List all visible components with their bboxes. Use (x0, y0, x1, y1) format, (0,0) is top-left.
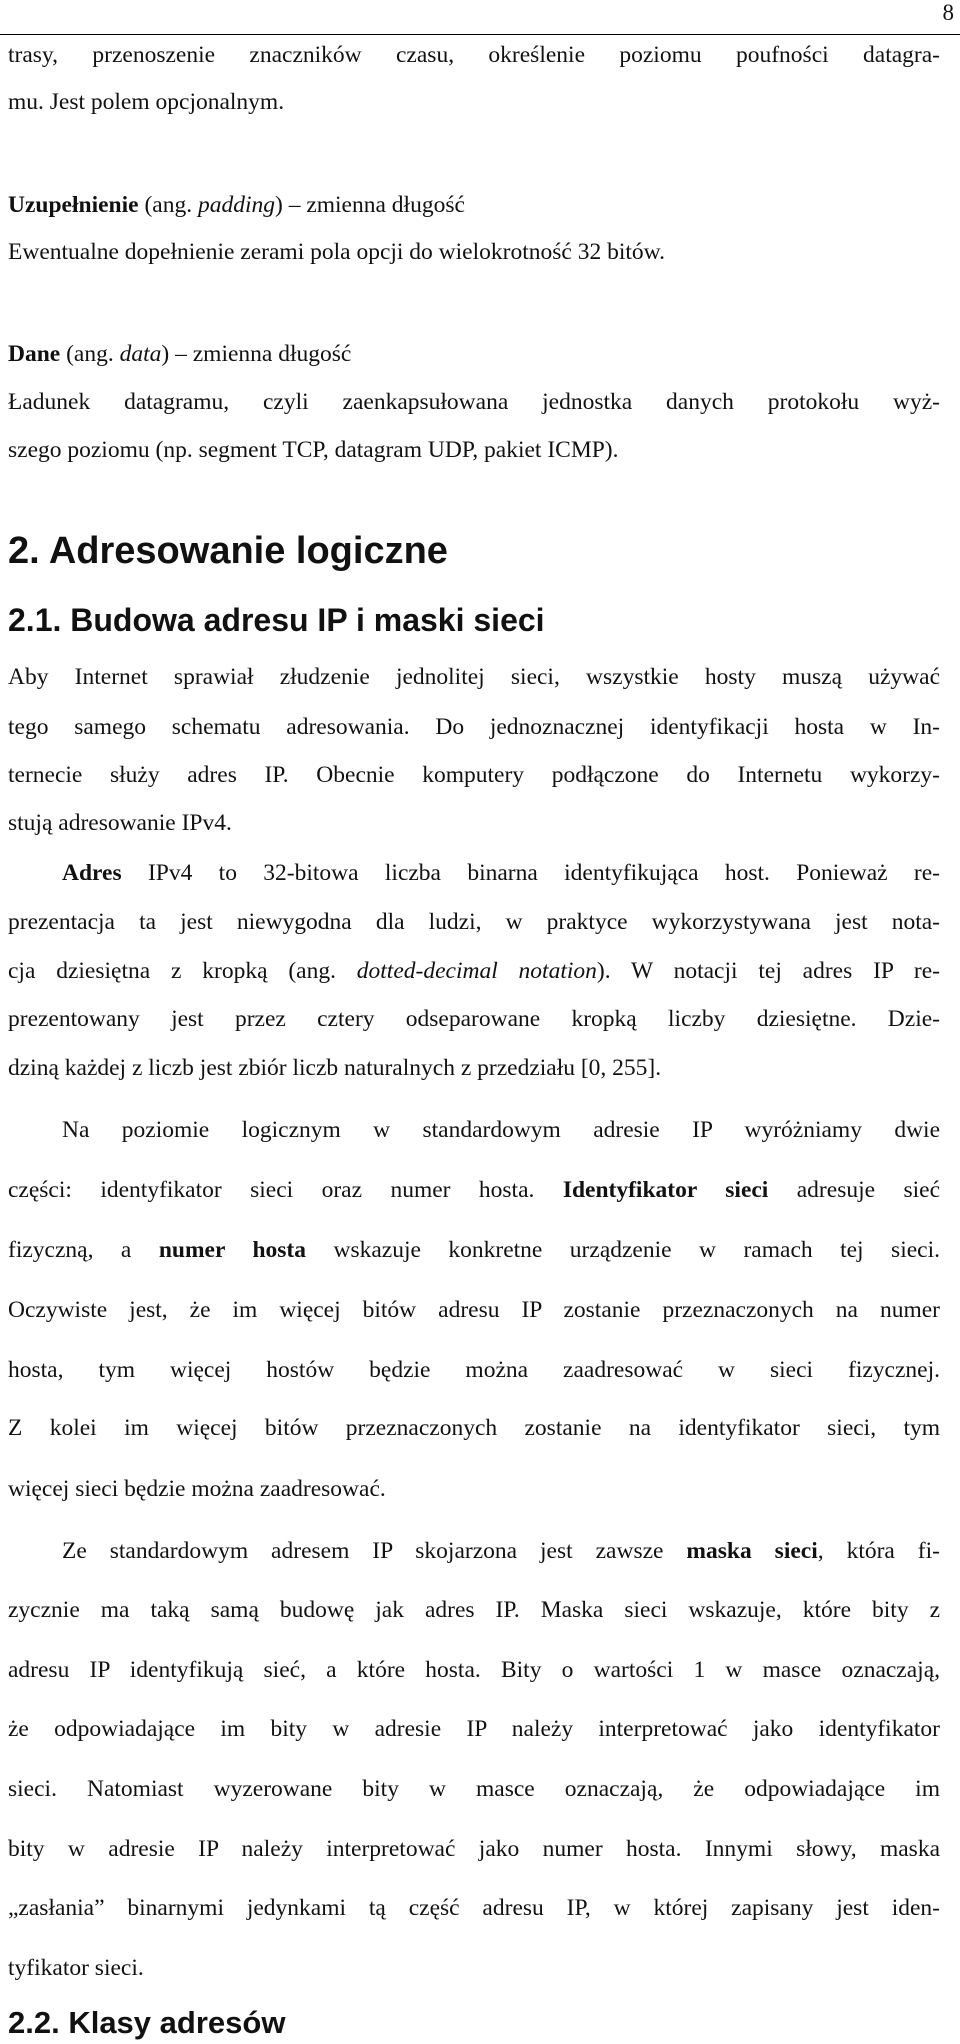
p3-line-3-c: wskazuje konkretne urządzenie w ramach tej sieci. (306, 1237, 940, 1263)
p4-line-3: adresu IP identyfikują sieć, a które hosta. Bity o wartości 1 w masce oznaczają, (8, 1657, 940, 1683)
data-ang-close: ) (161, 341, 170, 367)
p1-line-3: ternecie służy adres IP. Obecnie komputery podłączone do Internetu wykorzy- (8, 762, 940, 788)
p2-line-4: prezentowany jest przez cztery odseparowane kropką liczby dziesiętne. Dzie- (8, 1006, 940, 1032)
p2-line-3-italic: dotted-decimal notation (356, 958, 597, 984)
header-rule (0, 34, 960, 35)
section-2-1-title: 2.1. Budowa adresu IP i maski sieci (8, 602, 545, 638)
p3-line-3 (8, 1235, 940, 1265)
padding-term: Uzupełnienie (8, 192, 139, 218)
p3-line-6: Z kolei im więcej bitów przeznaczonych zostanie na identyfikator sieci, tym (8, 1415, 940, 1441)
p4-bold-netmask: maska sieci (686, 1538, 818, 1564)
p4-line-6: bity w adresie IP należy interpretować jako numer hosta. Innymi słowy, maska (8, 1836, 940, 1862)
p4-line-7: „zasłania” binarnymi jedynkami tą część adresu IP, w której zapisany jest iden- (8, 1895, 940, 1921)
p2-line-3-b: ). W notacji tej adres IP re- (596, 958, 940, 984)
section-2-title: 2. Adresowanie logiczne (8, 530, 448, 572)
p1-line-4: stują adresowanie IPv4. (8, 810, 232, 836)
p4-line-1-c: , która fi- (817, 1538, 940, 1564)
section-2-2-title: 2.2. Klasy adresów (8, 2005, 286, 2040)
p3-line-7: więcej sieci będzie można zaadresować. (8, 1476, 386, 1502)
p2-line-5: dziną każdej z liczb jest zbiór liczb naturalnych z przedziału [0, 255]. (8, 1055, 662, 1081)
padding-ang-close: ) (274, 192, 283, 218)
data-length: – zmienna długość (169, 341, 352, 367)
p2-line-1 (62, 858, 940, 888)
data-field-heading (8, 339, 940, 369)
p2-line-3 (8, 956, 940, 986)
p3-line-2-c: adresuje sieć (768, 1177, 940, 1203)
p3-line-2 (8, 1175, 940, 1205)
p3-line-2-a: części: identyfikator sieci oraz numer hosta. (8, 1177, 563, 1203)
p2-line-3-a: cja dziesiętna z kropką (ang. (8, 958, 357, 984)
p4-line-5: sieci. Natomiast wyzerowane bity w masce oznaczają, że odpowiadające im (8, 1776, 940, 1802)
p2-line-2: prezentacja ta jest niewygodna dla ludzi, w praktyce wykorzystywana jest nota- (8, 909, 940, 935)
padding-ang-open: (ang. (138, 192, 198, 218)
p3-line-4: Oczywiste jest, że im więcej bitów adresu IP zostanie przeznaczonych na numer (8, 1297, 940, 1323)
intro-line-1: trasy, przenoszenie znaczników czasu, określenie poziomu poufności datagra- (8, 42, 940, 68)
p3-line-3-a: fizyczną, a (8, 1237, 159, 1263)
p3-bold-host-number: numer hosta (158, 1237, 306, 1263)
padding-field-heading (8, 190, 940, 220)
p2-line-1-rest: IPv4 to 32-bitowa liczba binarna identyfikująca host. Ponieważ re- (121, 860, 940, 886)
data-description-1: Ładunek datagramu, czyli zaenkapsułowana jednostka danych protokołu wyż- (8, 389, 940, 415)
p4-line-2: zycznie ma taką samą budowę jak adres IP. Maska sieci wskazuje, które bity z (8, 1597, 940, 1623)
p4-line-1 (62, 1536, 940, 1566)
p3-line-5: hosta, tym więcej hostów będzie można zaadresować w sieci fizycznej. (8, 1357, 940, 1383)
p3-line-1: Na poziomie logicznym w standardowym adresie IP wyróżniamy dwie (62, 1117, 940, 1143)
padding-length: – zmienna długość (282, 192, 465, 218)
data-term: Dane (8, 341, 61, 367)
page-number: 8 (942, 0, 954, 25)
padding-ang-term: padding (197, 192, 275, 218)
p1-line-1: Aby Internet sprawiał złudzenie jednolitej sieci, wszystkie hosty muszą używać (8, 664, 940, 690)
data-description-2: szego poziomu (np. segment TCP, datagram UDP, pakiet ICMP). (8, 437, 619, 463)
p4-line-4: że odpowiadające im bity w adresie IP należy interpretować jako identyfikator (8, 1716, 940, 1742)
p3-bold-network-id: Identyfikator sieci (562, 1177, 769, 1203)
data-ang-term: data (119, 341, 162, 367)
p2-bold-adres: Adres (62, 860, 122, 886)
intro-line-2: mu. Jest polem opcjonalnym. (8, 89, 285, 115)
p4-line-8: tyfikator sieci. (8, 1955, 144, 1981)
padding-description: Ewentualne dopełnienie zerami pola opcji do wielokrotność 32 bitów. (8, 239, 665, 265)
data-ang-open: (ang. (60, 341, 120, 367)
p1-line-2: tego samego schematu adresowania. Do jednoznacznej identyfikacji hosta w In- (8, 714, 940, 740)
p4-line-1-a: Ze standardowym adresem IP skojarzona jest zawsze (62, 1538, 687, 1564)
